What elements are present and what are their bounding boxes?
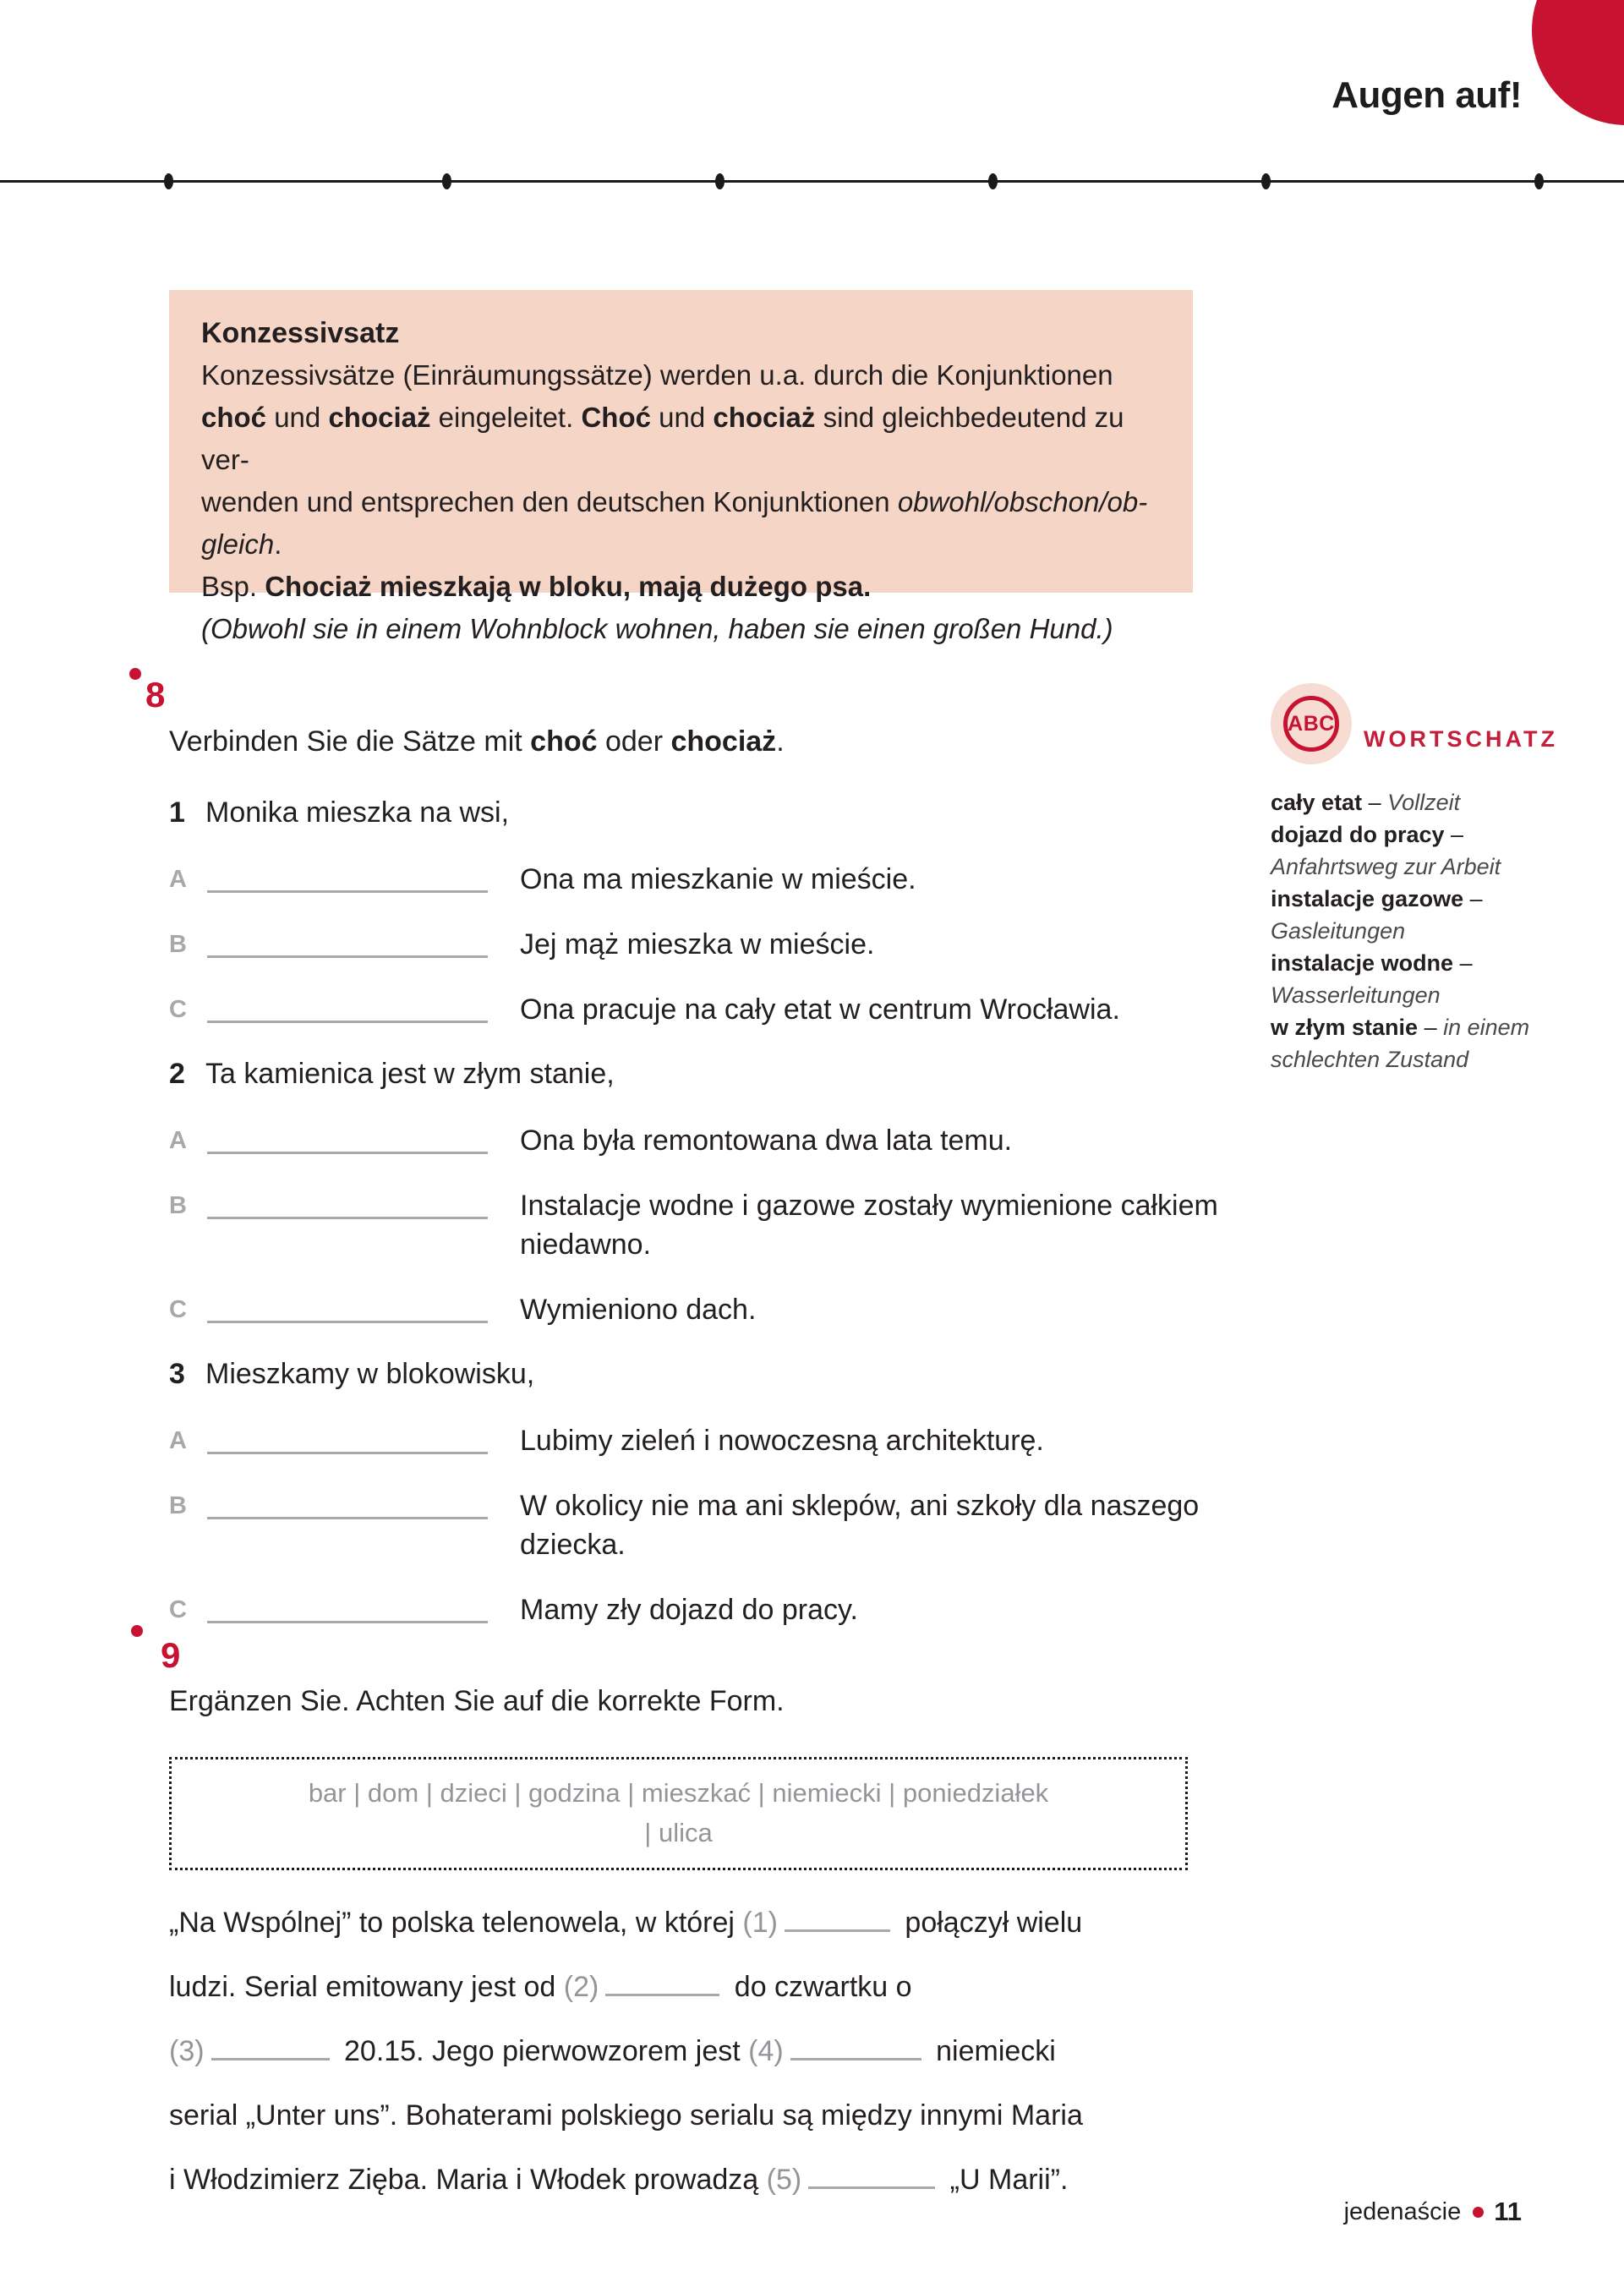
vocab-term: instalacje wodne bbox=[1271, 950, 1454, 976]
divider-dot bbox=[442, 173, 451, 189]
text-segment: (1) bbox=[742, 1907, 778, 1939]
text-segment: wenden und entsprechen den deutschen Konjunktionen bbox=[201, 486, 898, 517]
text-segment: 20.15. Jego pierwowzorem jest bbox=[336, 2035, 749, 2067]
divider-dot bbox=[988, 173, 998, 189]
option-text: Ona pracuje na cały etat w centrum Wrocławia. bbox=[520, 993, 1120, 1026]
word-bank-line: | ulica bbox=[644, 1818, 713, 1847]
option-row bbox=[169, 1421, 1243, 1460]
item-number: 3 bbox=[169, 1358, 185, 1390]
item-number: 1 bbox=[169, 796, 185, 829]
fill-blank bbox=[211, 2038, 330, 2060]
answer-blank-line bbox=[207, 1290, 488, 1323]
divider-dot bbox=[164, 173, 173, 189]
item-stem bbox=[169, 794, 1243, 831]
option-text: Instalacje wodne i gazowe zostały wymienione całkiem niedawno. bbox=[520, 1190, 1218, 1261]
wortschatz-entries bbox=[1271, 786, 1541, 1075]
text-segment: Bsp. bbox=[201, 571, 265, 602]
exercise-8-instruction bbox=[169, 723, 1243, 760]
exercise-8-ring-icon bbox=[129, 668, 141, 680]
fill-blank bbox=[790, 2038, 921, 2060]
text-segment: Chociaż mieszkają w bloku, mają dużego psa. bbox=[265, 571, 872, 602]
text-segment: połączył wielu bbox=[896, 1907, 1083, 1939]
page-title: Augen auf! bbox=[1331, 74, 1522, 116]
text-segment: chociaż bbox=[713, 402, 816, 433]
exercise-8-number: 8 bbox=[145, 675, 166, 714]
text-segment: serial „Unter uns”. Bohaterami polskiego serialu są między innymi Maria bbox=[169, 2099, 1083, 2132]
grammar-box bbox=[169, 290, 1193, 644]
option-letter: A bbox=[169, 866, 187, 893]
exercise-9 bbox=[169, 1683, 1217, 2212]
option-row bbox=[169, 1290, 1243, 1329]
text-segment: (Obwohl sie in einem Wohnblock wohnen, haben sie einen großen Hund.) bbox=[201, 613, 1113, 644]
grammar-box-title: Konzessivsatz bbox=[201, 317, 400, 349]
option-row bbox=[169, 1590, 1243, 1629]
page-footer bbox=[1344, 2197, 1522, 2227]
item-number: 2 bbox=[169, 1058, 185, 1090]
option-letter: B bbox=[169, 931, 187, 958]
answer-blank-line bbox=[207, 1121, 488, 1154]
option-text: Ona ma mieszkanie w mieście. bbox=[520, 863, 916, 895]
vocab-translation: Vollzeit bbox=[1387, 790, 1461, 815]
option-text: Mamy zły dojazd do pracy. bbox=[520, 1594, 858, 1626]
text-segment: ludzi. Serial emitowany jest od bbox=[169, 1971, 564, 2003]
text-segment: (2) bbox=[563, 1971, 599, 2003]
abc-badge-text: ABC bbox=[1288, 711, 1335, 736]
option-letter: C bbox=[169, 996, 187, 1023]
answer-blank-line bbox=[207, 990, 488, 1023]
wortschatz-label: WORTSCHATZ bbox=[1364, 726, 1558, 752]
text-segment: (4) bbox=[748, 2035, 784, 2067]
text-segment: eingeleitet. bbox=[430, 402, 582, 433]
text-segment: obwohl/obschon/ob- bbox=[897, 486, 1148, 517]
vocab-separator: – bbox=[1453, 950, 1473, 976]
answer-blank-line bbox=[207, 1486, 488, 1519]
option-letter: A bbox=[169, 1427, 187, 1454]
divider-dot bbox=[715, 173, 725, 189]
answer-blank-line bbox=[207, 1421, 488, 1454]
option-text: Wymieniono dach. bbox=[520, 1294, 757, 1326]
text-segment: chociaż bbox=[328, 402, 431, 433]
option-text: W okolicy nie ma ani sklepów, ani szkoły dla naszego dziecka. bbox=[520, 1490, 1200, 1561]
option-row bbox=[169, 1121, 1243, 1160]
abc-badge-ring bbox=[1283, 696, 1339, 752]
vocab-translation: Anfahrtsweg zur Arbeit bbox=[1271, 854, 1501, 879]
text-segment: „Na Wspólnej” to polska telenowela, w której bbox=[169, 1907, 743, 1939]
page-number: 11 bbox=[1494, 2197, 1522, 2226]
gap-fill-paragraph bbox=[169, 1891, 1217, 2212]
vocab-translation: Gasleitungen bbox=[1271, 918, 1406, 944]
option-row bbox=[169, 925, 1243, 964]
text-segment: choć bbox=[530, 725, 598, 758]
item-stem-text: Mieszkamy w blokowisku, bbox=[205, 1358, 535, 1390]
text-segment: chociaż bbox=[670, 725, 777, 758]
option-text: Ona była remontowana dwa lata temu. bbox=[520, 1125, 1013, 1157]
option-text: Jej mąż mieszka w mieście. bbox=[520, 928, 875, 960]
option-row bbox=[169, 860, 1243, 899]
option-letter: C bbox=[169, 1296, 187, 1323]
text-segment: Choć bbox=[581, 402, 651, 433]
wortschatz-header bbox=[1271, 683, 1558, 764]
vocab-term: cały etat bbox=[1271, 790, 1363, 815]
option-letter: B bbox=[169, 1492, 187, 1519]
text-segment: niemiecki bbox=[927, 2035, 1056, 2067]
answer-blank-line bbox=[207, 1590, 488, 1623]
option-letter: B bbox=[169, 1192, 187, 1219]
text-segment: oder bbox=[597, 725, 671, 758]
text-segment: (5) bbox=[766, 2164, 802, 2196]
text-segment: i Włodzimierz Zięba. Maria i Włodek prowadzą bbox=[169, 2164, 767, 2196]
vocab-translation: Wasserleitungen bbox=[1271, 982, 1441, 1008]
text-segment: choć bbox=[201, 402, 267, 433]
exercise-8 bbox=[169, 723, 1243, 1655]
fill-blank bbox=[605, 1973, 719, 1996]
word-bank-line: bar | dom | dzieci | godzina | mieszkać | niemiecki | poniedziałek bbox=[308, 1778, 1049, 1808]
wortschatz-sidebar bbox=[1271, 683, 1558, 1075]
fill-blank bbox=[785, 1909, 890, 1932]
answer-blank-line bbox=[207, 860, 488, 893]
item-stem-text: Ta kamienica jest w złym stanie, bbox=[205, 1058, 615, 1090]
corner-circle-decoration bbox=[1532, 0, 1624, 125]
item-stem bbox=[169, 1055, 1243, 1092]
word-bank bbox=[169, 1757, 1188, 1870]
header-divider bbox=[0, 180, 1624, 183]
abc-badge-icon bbox=[1271, 683, 1352, 764]
text-segment: do czwartku o bbox=[726, 1971, 912, 2003]
text-segment: und bbox=[650, 402, 714, 433]
text-segment: . bbox=[776, 725, 785, 758]
vocab-separator: – bbox=[1444, 822, 1464, 847]
answer-blank-line bbox=[207, 1186, 488, 1219]
item-stem bbox=[169, 1355, 1243, 1393]
text-segment: Verbinden Sie die Sätze mit bbox=[169, 725, 531, 758]
divider-dot bbox=[1534, 173, 1544, 189]
text-segment: (3) bbox=[169, 2035, 205, 2067]
text-segment: sind gleichbedeutend zu ver- bbox=[201, 402, 1124, 475]
vocab-term: instalacje gazowe bbox=[1271, 886, 1464, 911]
vocab-term: dojazd do pracy bbox=[1271, 822, 1445, 847]
text-segment: gleich bbox=[201, 528, 275, 560]
vocab-translation: in einem schlechten Zustand bbox=[1271, 1015, 1530, 1072]
vocab-term: w złym stanie bbox=[1271, 1015, 1419, 1040]
vocab-separator: – bbox=[1362, 790, 1388, 815]
option-letter: A bbox=[169, 1127, 187, 1154]
option-row bbox=[169, 1186, 1243, 1264]
item-stem-text: Monika mieszka na wsi, bbox=[205, 796, 510, 829]
fill-blank bbox=[808, 2166, 935, 2189]
exercise-9-number: 9 bbox=[161, 1635, 181, 1675]
divider-dot bbox=[1261, 173, 1271, 189]
footer-dot-icon bbox=[1473, 2207, 1484, 2218]
text-segment: . bbox=[274, 528, 282, 560]
option-row bbox=[169, 990, 1243, 1029]
text-segment: Konzessivsätze (Einräumungssätze) werden u.a. durch die Konjunktionen bbox=[201, 359, 1113, 391]
option-text: Lubimy zieleń i nowoczesną architekturę. bbox=[520, 1425, 1044, 1457]
option-row bbox=[169, 1486, 1243, 1564]
answer-blank-line bbox=[207, 925, 488, 958]
exercise-9-ring-icon bbox=[131, 1625, 143, 1637]
page-number-word: jedenaście bbox=[1343, 2197, 1462, 2225]
option-letter: C bbox=[169, 1596, 187, 1623]
text-segment: „U Marii”. bbox=[942, 2164, 1069, 2196]
exercise-9-instruction: Ergänzen Sie. Achten Sie auf die korrekte Form. bbox=[169, 1685, 785, 1717]
grammar-box-body bbox=[201, 354, 1161, 650]
text-segment: und bbox=[266, 402, 329, 433]
vocab-separator: – bbox=[1463, 886, 1483, 911]
vocab-separator: – bbox=[1418, 1015, 1444, 1040]
